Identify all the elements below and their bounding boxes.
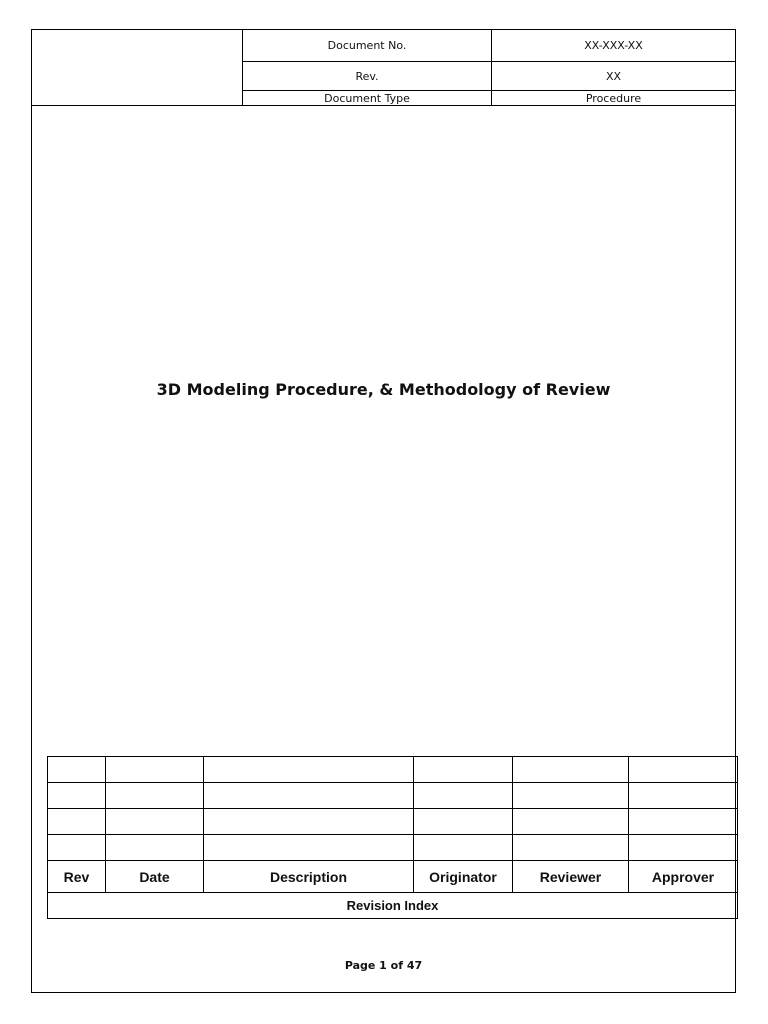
revision-cell <box>414 809 513 835</box>
revision-cell <box>48 757 106 783</box>
revision-cell <box>106 757 204 783</box>
header-approver: Approver <box>629 861 738 893</box>
revision-cell <box>513 835 629 861</box>
revision-cell <box>48 783 106 809</box>
header-reviewer: Reviewer <box>513 861 629 893</box>
logo-placeholder <box>32 30 243 106</box>
revision-cell <box>204 783 414 809</box>
header-rev: Rev <box>48 861 106 893</box>
page-number: Page 1 of 47 <box>344 959 423 972</box>
revision-row-empty <box>48 809 738 835</box>
revision-header-row <box>48 861 738 893</box>
revision-cell <box>204 809 414 835</box>
revision-cell <box>629 835 738 861</box>
header-description: Description <box>204 861 414 893</box>
header-originator: Originator <box>414 861 513 893</box>
revision-cell <box>106 783 204 809</box>
revision-cell <box>414 783 513 809</box>
revision-cell <box>204 835 414 861</box>
revision-cell <box>629 809 738 835</box>
document-number-label: Document No. <box>243 30 492 62</box>
revision-value: XX <box>492 62 736 91</box>
revision-cell <box>629 783 738 809</box>
revision-cell <box>106 835 204 861</box>
revision-cell <box>48 809 106 835</box>
document-number-value: XX-XXX-XX <box>492 30 736 62</box>
revision-cell <box>414 835 513 861</box>
revision-row-empty <box>48 757 738 783</box>
document-header-table <box>31 29 736 106</box>
revision-table <box>47 756 738 919</box>
header-date: Date <box>106 861 204 893</box>
revision-cell <box>513 783 629 809</box>
revision-cell <box>414 757 513 783</box>
revision-row-empty <box>48 835 738 861</box>
revision-cell <box>48 835 106 861</box>
revision-cell <box>513 757 629 783</box>
revision-cell <box>204 757 414 783</box>
revision-label: Rev. <box>243 62 492 91</box>
document-title: 3D Modeling Procedure, & Methodology of Review <box>156 380 611 399</box>
revision-row-empty <box>48 783 738 809</box>
revision-index-row <box>48 893 738 919</box>
document-type-value: Procedure <box>492 91 736 106</box>
revision-cell <box>106 809 204 835</box>
document-type-label: Document Type <box>243 91 492 106</box>
revision-cell <box>629 757 738 783</box>
revision-cell <box>513 809 629 835</box>
revision-index-label: Revision Index <box>48 893 738 919</box>
